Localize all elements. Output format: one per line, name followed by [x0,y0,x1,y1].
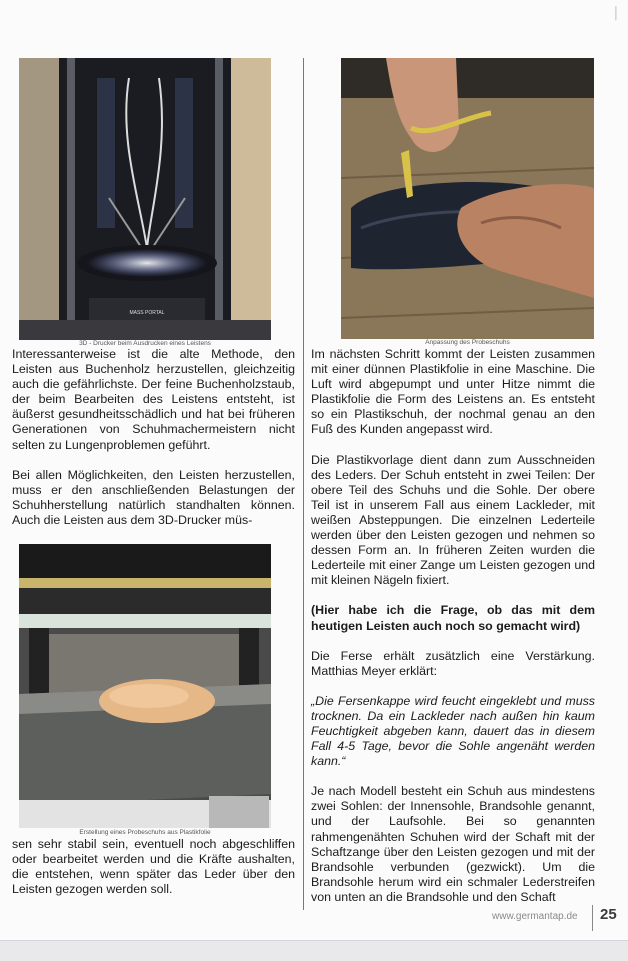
photo-3d-printer [19,58,271,340]
paragraph: Je nach Modell besteht ein Schuh aus mindestens zwei Sohlen: der Innensohle, Brandsohle genannt, und der Laufsohle. Bei so genannten rahmengenähten Schuhen wird der Schaft mit der Schaftzange über den Leisten gezogen und mit der Brandsohle verbunden (gezwickt). Um die Brandsohle herum wird ein schmaler Lederstreifen von unten an die Brandsohle und den Schaft [311,784,595,904]
page-number: 25 [600,906,617,923]
editor-note: (Hier habe ich die Frage, ob das mit dem heutigen Leisten auch noch so gemacht wird) [311,603,595,633]
paragraph: Interessanterweise ist die alte Methode, den Leisten aus Buchenholz herzustellen, gleichzeitig auch die gefährlichste. Der feine Buchenholzstaub, der beim Bearbeiten des Leistens entsteht, ist äußerst gesundheitsschädlich und hat bei früheren Generationen von Schuhmachermeistern nicht selten zu Lungenproblemen geführt. [12,347,295,452]
viewer-bottom-bar [0,940,628,961]
left-column-bottom [12,837,295,897]
caption-vacuum-machine: Erstellung eines Probeschuhs aus Plastikfolie [79,829,211,836]
quote: „Die Fersenkappe wird feucht eingeklebt und muss trocknen. Da ein Lackleder nach außen hin kaum Feuchtigkeit abgeben kann, dauert das in diesem Fall 4-5 Tage, bevor die Sohle angenäht werden kann.“ [311,693,595,769]
paragraph: sen sehr stabil sein, eventuell noch abgeschliffen oder bearbeitet werden und die Kräfte aushalten, die entstehen, wenn später das Leder über den Leisten gezogen werden soll. [12,837,295,897]
footer-separator [592,905,593,931]
photo-fitting-shoe [341,58,594,339]
paragraph: Die Plastikvorlage dient dann zum Ausschneiden des Leders. Der Schuh entsteht in zwei Teilen: Der obere Teil des Schuhs und die Sohle. Der obere Teil ist in unserem Fall aus einem Lackleder, mit weißen Absteppungen. Die einzelnen Lederteile werden über den Leisten gezogen und nehmen so dessen Form an. In früheren Zeiten wurden die Lederteile mit einer Zange um Leisten gezogen und mit kleinen Nägeln fixiert. [311,452,595,588]
left-column-top [12,347,295,528]
photo-vacuum-machine [19,544,271,828]
footer-url[interactable]: www.germantap.de [492,911,578,922]
caption-3d-printer: 3D - Drucker beim Ausdrucken eines Leistens [79,340,211,347]
corner-mark-icon: ❘ [610,4,622,20]
paragraph: Im nächsten Schritt kommt der Leisten zusammen mit einer dünnen Plastikfolie in eine Maschine. Die Luft wird abgepumpt und unter Hitze nimmt die Plastikfolie die Form des Leistens an. Es entsteht so ein Plastikschuh, der nochmal genau an den Fuß des Kunden angepasst wird. [311,347,595,437]
printer-logo-text: MASS PORTAL [129,310,165,316]
paragraph: Bei allen Möglichkeiten, den Leisten herzustellen, muss er den anschließenden Belastungen der Schuhherstellung natürlich standhalten können. Auch die Leisten aus dem 3D-Drucker müs- [12,467,295,527]
right-column [311,347,595,905]
caption-fitting-shoe: Anpassung des Probeschuhs [425,339,510,346]
column-divider [303,58,304,910]
paragraph: Die Ferse erhält zusätzlich eine Verstärkung. Matthias Meyer erklärt: [311,648,595,678]
